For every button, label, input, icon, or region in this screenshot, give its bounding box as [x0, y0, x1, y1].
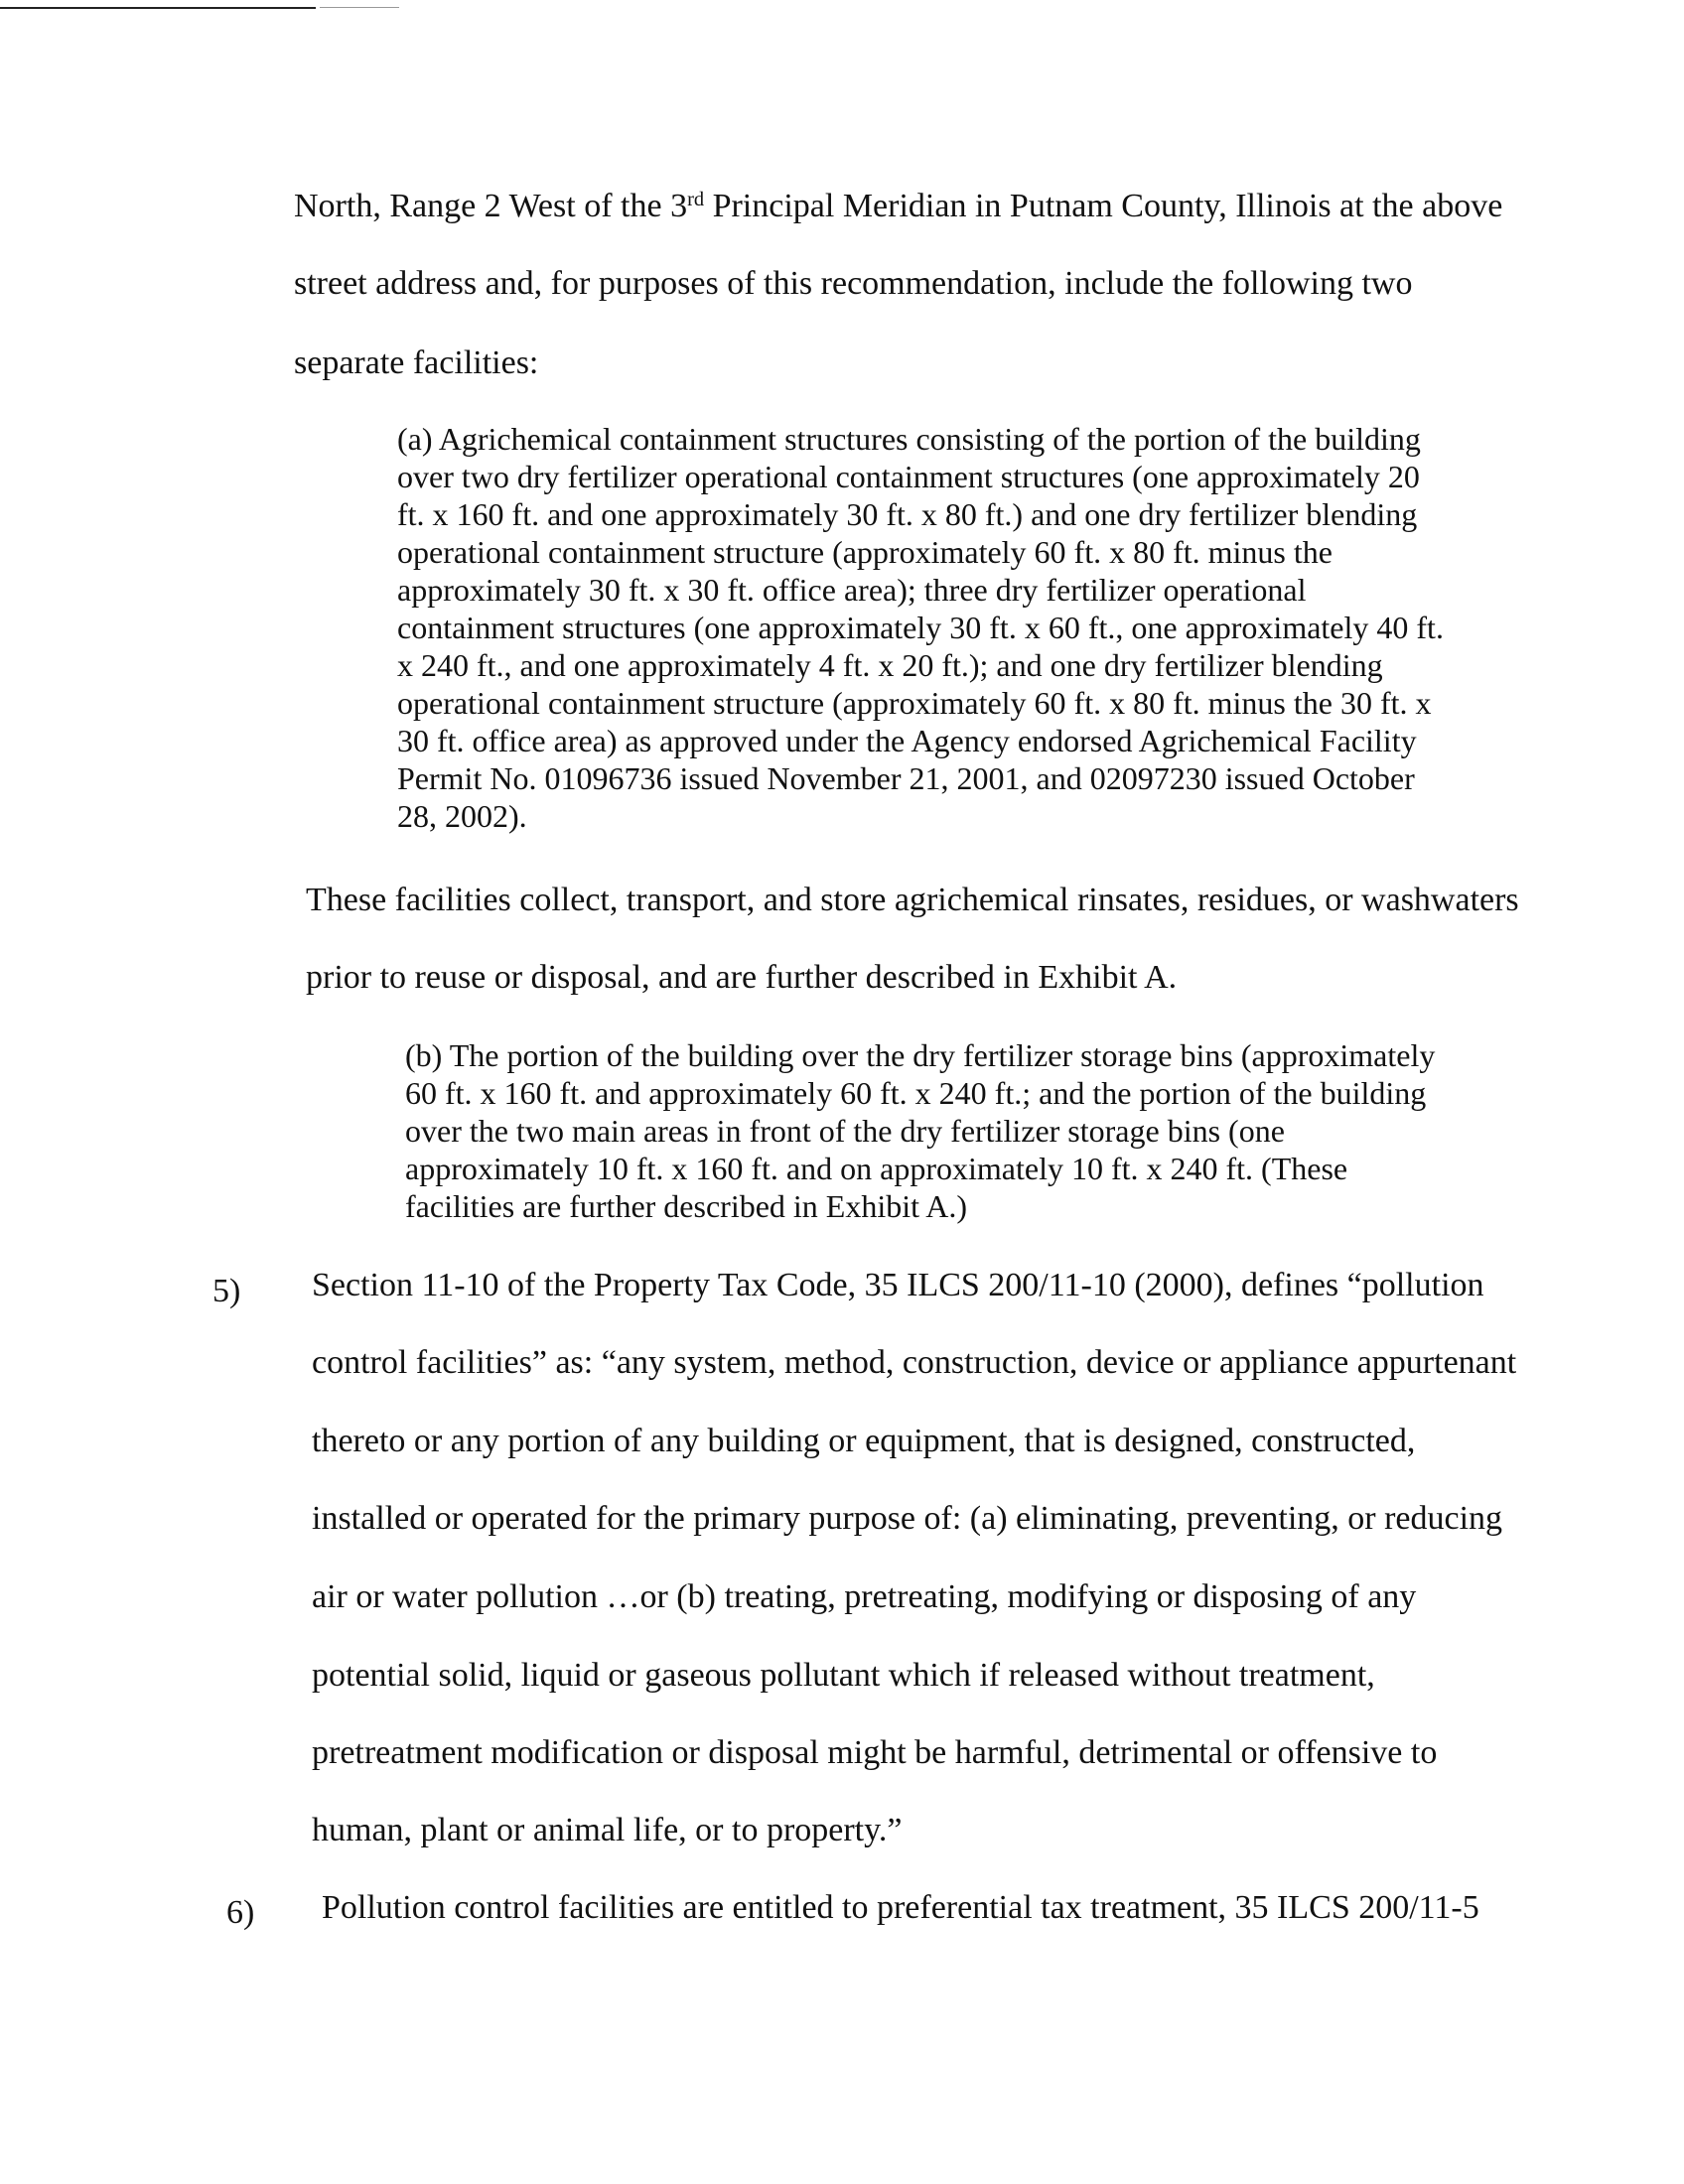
block-a-line: x 240 ft., and one approximately 4 ft. x 20 ft.); and one dry fertilizer blending: [397, 647, 1383, 683]
item-5-line: control facilities” as: “any system, method, construction, device or appliance appurtenant: [312, 1344, 1517, 1381]
block-a-line: operational containment structure (approximately 60 ft. x 80 ft. minus the 30 ft. x: [397, 685, 1432, 721]
block-b-line: approximately 10 ft. x 160 ft. and on approximately 10 ft. x 240 ft. (These: [405, 1151, 1348, 1186]
item-5-line: pretreatment modification or disposal might be harmful, detrimental or offensive to: [312, 1734, 1438, 1771]
block-b-line: over the two main areas in front of the dry fertilizer storage bins (one: [405, 1113, 1285, 1149]
block-a-line: approximately 30 ft. x 30 ft. office area); three dry fertilizer operational: [397, 572, 1307, 608]
block-b-line: 60 ft. x 160 ft. and approximately 60 ft. x 240 ft.; and the portion of the building: [405, 1075, 1427, 1111]
block-a-line: operational containment structure (approximately 60 ft. x 80 ft. minus the: [397, 534, 1333, 570]
block-a-line: containment structures (one approximately 30 ft. x 60 ft., one approximately 40 ft.: [397, 610, 1444, 645]
item-5-number: 5): [212, 1273, 241, 1309]
item-5-line: Section 11-10 of the Property Tax Code, 35 ILCS 200/11-10 (2000), defines “pollution: [312, 1267, 1484, 1303]
item-5-line: human, plant or animal life, or to property.”: [312, 1812, 903, 1848]
item-6-number: 6): [226, 1894, 255, 1931]
block-a-line: 28, 2002).: [397, 798, 527, 834]
block-a-line: 30 ft. office area) as approved under the Agency endorsed Agrichemical Facility: [397, 723, 1417, 758]
block-a-line: over two dry fertilizer operational containment structures (one approximately 20: [397, 459, 1420, 494]
block-b-line: facilities are further described in Exhibit A.): [405, 1188, 968, 1224]
item-5-line: air or water pollution …or (b) treating, pretreating, modifying or disposing of any: [312, 1578, 1417, 1615]
item-5-line: installed or operated for the primary purpose of: (a) eliminating, preventing, or reducing: [312, 1500, 1503, 1537]
p1-line-1: North, Range 2 West of the 3rd Principal Meridian in Putnam County, Illinois at the above: [294, 188, 1503, 224]
block-b-line: (b) The portion of the building over the dry fertilizer storage bins (approximately: [405, 1037, 1436, 1073]
p1-line-3: separate facilities:: [294, 344, 539, 381]
item-5-line: thereto or any portion of any building or equipment, that is designed, constructed,: [312, 1423, 1416, 1459]
top-rule: [0, 7, 316, 9]
top-rule-faint: [320, 7, 399, 8]
item-6-line: Pollution control facilities are entitled to preferential tax treatment, 35 ILCS 200/11-5: [322, 1889, 1479, 1926]
item-5-line: potential solid, liquid or gaseous pollutant which if released without treatment,: [312, 1657, 1375, 1694]
block-a-line: ft. x 160 ft. and one approximately 30 ft. x 80 ft.) and one dry fertilizer blending: [397, 496, 1418, 532]
block-a-line: Permit No. 01096736 issued November 21, 2001, and 02097230 issued October: [397, 760, 1415, 796]
p1-line-2: street address and, for purposes of this recommendation, include the following two: [294, 265, 1413, 302]
block-a-line: (a) Agrichemical containment structures consisting of the portion of the building: [397, 421, 1421, 457]
p2-line-2: prior to reuse or disposal, and are further described in Exhibit A.: [306, 959, 1178, 996]
p2-line-1: These facilities collect, transport, and store agrichemical rinsates, residues, or washwaters: [306, 882, 1519, 918]
